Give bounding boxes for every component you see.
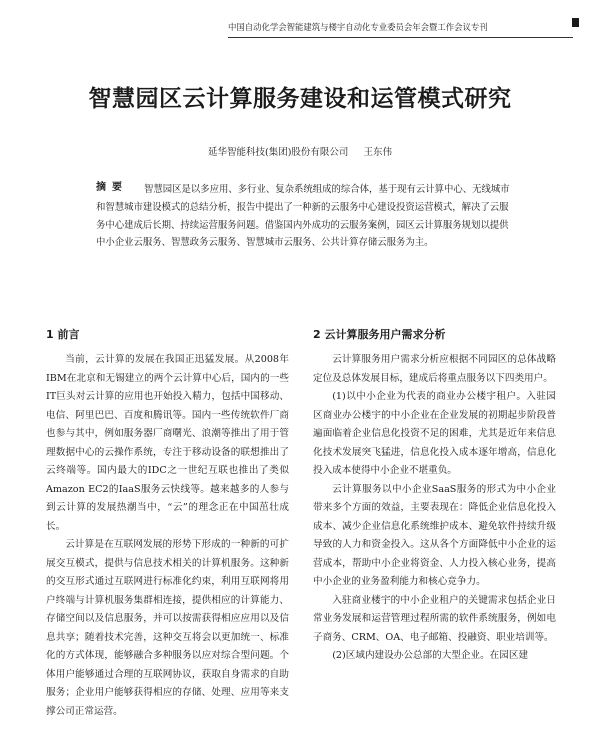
author-name: 王东伟 [363, 147, 392, 158]
paragraph: (1)以中小企业为代表的商业办公楼宇租户。入驻园区商业办公楼宇的中小企业在企业发展的初期起步阶段普遍面临着企业信息化投资不足的困难，尤其是近年来信息化技术发展突飞猛进，信息化投入成本逐年增高，信息化投入成本使得中小企业不堪重负。 [313, 391, 556, 476]
right-column [313, 351, 556, 666]
paragraph: 云计算服务以中小企业SaaS服务的形式为中小企业带来多个方面的效益，主要表现在：降低企业信息化投入成本、减少企业信息化系统维护成本、避免软件持续升级导致的人力和资金投入。这从各个方面降低中小企业的运营成本，帮助中小企业将资金、人力投入核心业务，提高中小企业的业务盈利能力和核心竞争力。 [313, 483, 556, 587]
section-1-heading: 1 前言 [46, 328, 80, 341]
paper-title: 智慧园区云计算服务建设和运管模式研究 [88, 86, 512, 112]
author-line [90, 146, 510, 160]
paragraph: 云计算是在互联网发展的形势下形成的一种新的可扩展交互模式，提供与信息技术相关的计算机服务。这种新的交互形式通过互联网进行标准化约束，利用互联网将用户终端与计算机服务集群相连接，提供相应的计算能力、存储空间以及信息服务，并可以按需获得相应应用以及信息共享；随着技术完善，这种交互将会以更加统一、标准化的方式体现，能够融合多种服务以应对综合型问题。个体用户能够通过合理的互联网协议，获取自身需求的自助服务；企业用户能够获得相应的存储、处理、应用等来支撑公司正常运营。 [46, 539, 289, 717]
abstract-text: 智慧园区是以多应用、多行业、复杂系统组成的综合体，基于现有云计算中心、无线城市和智慧城市建设模式的总结分析，报告中提出了一种新的云服务中心建设投资运营模式，解决了云服务中心建成后长期、持续运营服务问题。借鉴国内外成功的云服务案例，园区云计算服务规划以提供中小企业云服务、智慧政务云服务、智慧城市云服务、公共计算存储云服务为主。 [96, 184, 510, 249]
running-header: 中国自动化学会智能建筑与楼宇自动化专业委员会年会暨工作会议专刊 [228, 22, 488, 32]
header-marker [572, 18, 579, 27]
header-rule [228, 37, 573, 38]
section-2-heading: 2 云计算服务用户需求分析 [313, 328, 446, 341]
abstract-label: 摘要 [96, 182, 128, 193]
author-affiliation: 延华智能科技(集团)股份有限公司 [208, 147, 349, 158]
paragraph: 当前，云计算的发展在我国正迅猛发展。从2008年IBM在北京和无锡建立的两个云计算中心后，国内的一些IT巨头对云计算的应用也开始投入精力，包括中国移动、电信、阿里巴巴、百度和腾讯等。国内一些传统软件厂商也参与其中，例如服务器厂商曙光、浪潮等推出了用于管理数据中心的云操作系统，专注于移动设备的联想推出了云终端等。国内最大的IDC之一世纪互联也推出了类似Amazon EC2的IaaS服务云快线等。越来越多的人参与到云计算的发展热潮当中，“云”的理念正在中国茁壮成长。 [46, 354, 289, 532]
paragraph: 入驻商业楼宇的中小企业租户的关键需求包括企业日常业务发展和运营管理过程所需的软件系统服务，例如电子商务、CRM、OA、电子邮箱、投融资、职业培训等。 [313, 594, 556, 643]
left-column [46, 351, 289, 721]
paragraph: 云计算服务用户需求分析应根据不同园区的总体战略定位及总体发展目标，建成后将重点服务以下四类用户。 [313, 354, 556, 384]
paragraph: (2)区域内建设办公总部的大型企业。在园区建 [332, 650, 529, 661]
